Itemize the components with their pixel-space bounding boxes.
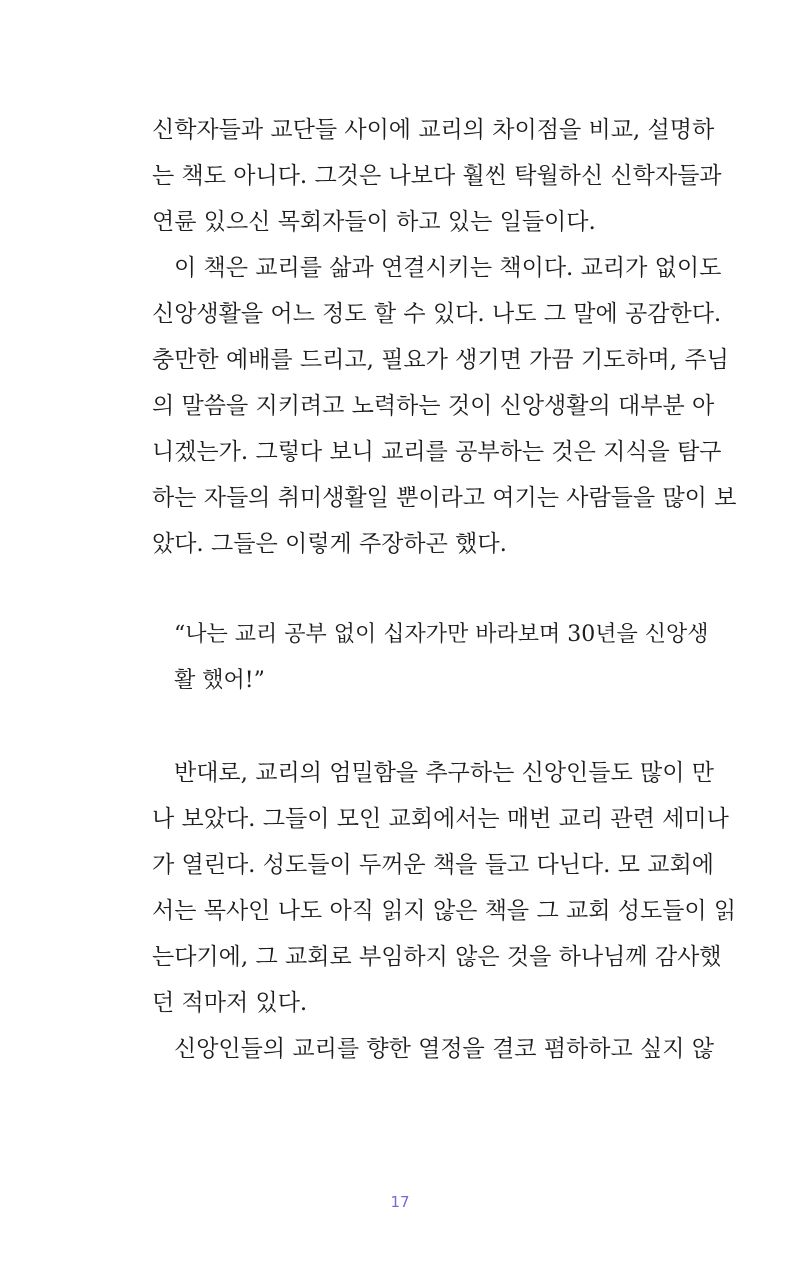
body-text-line: 는 책도 아니다. 그것은 나보다 훨씬 탁월하신 신학자들과 (152, 163, 722, 189)
body-text-line: 반대로, 교리의 엄밀함을 추구하는 신앙인들도 많이 만 (174, 760, 714, 786)
body-text-line: 는다기에, 그 교회로 부임하지 않은 것을 하나님께 감사했 (152, 944, 722, 970)
body-text-line: 가 열린다. 성도들이 두꺼운 책을 들고 다닌다. 모 교회에 (152, 852, 714, 878)
body-text-line: 신학자들과 교단들 사이에 교리의 차이점을 비교, 설명하 (152, 117, 715, 143)
body-text-line: 신앙생활을 어느 정도 할 수 있다. 나도 그 말에 공감한다. (152, 301, 722, 327)
body-text-line: 았다. 그들은 이렇게 주장하곤 했다. (152, 531, 507, 557)
body-text-line: 던 적마저 있다. (152, 990, 308, 1016)
body-text-line: 나 보았다. 그들이 모인 교회에서는 매번 교리 관련 세미나 (152, 806, 729, 832)
body-text-line: 이 책은 교리를 삶과 연결시키는 책이다. 교리가 없이도 (174, 255, 722, 281)
quote-line: “나는 교리 공부 없이 십자가만 바라보며 30년을 신앙생 (174, 622, 709, 647)
quote-line: 활 했어!” (174, 668, 265, 693)
body-text-line: 니겠는가. 그렇다 보니 교리를 공부하는 것은 지식을 탐구 (152, 439, 722, 465)
body-text-line: 충만한 예배를 드리고, 필요가 생기면 가끔 기도하며, 주님 (152, 347, 729, 373)
body-text-line: 서는 목사인 나도 아직 읽지 않은 책을 그 교회 성도들이 읽 (152, 898, 737, 924)
page-number: 17 (390, 1193, 410, 1211)
body-text-line: 의 말씀을 지키려고 노력하는 것이 신앙생활의 대부분 아 (152, 393, 715, 419)
body-text-line: 연륜 있으신 목회자들이 하고 있는 일들이다. (152, 209, 596, 235)
body-text-line: 신앙인들의 교리를 향한 열정을 결코 폄하하고 싶지 않 (174, 1036, 714, 1062)
body-text-line: 하는 자들의 취미생활일 뿐이라고 여기는 사람들을 많이 보 (152, 485, 737, 511)
